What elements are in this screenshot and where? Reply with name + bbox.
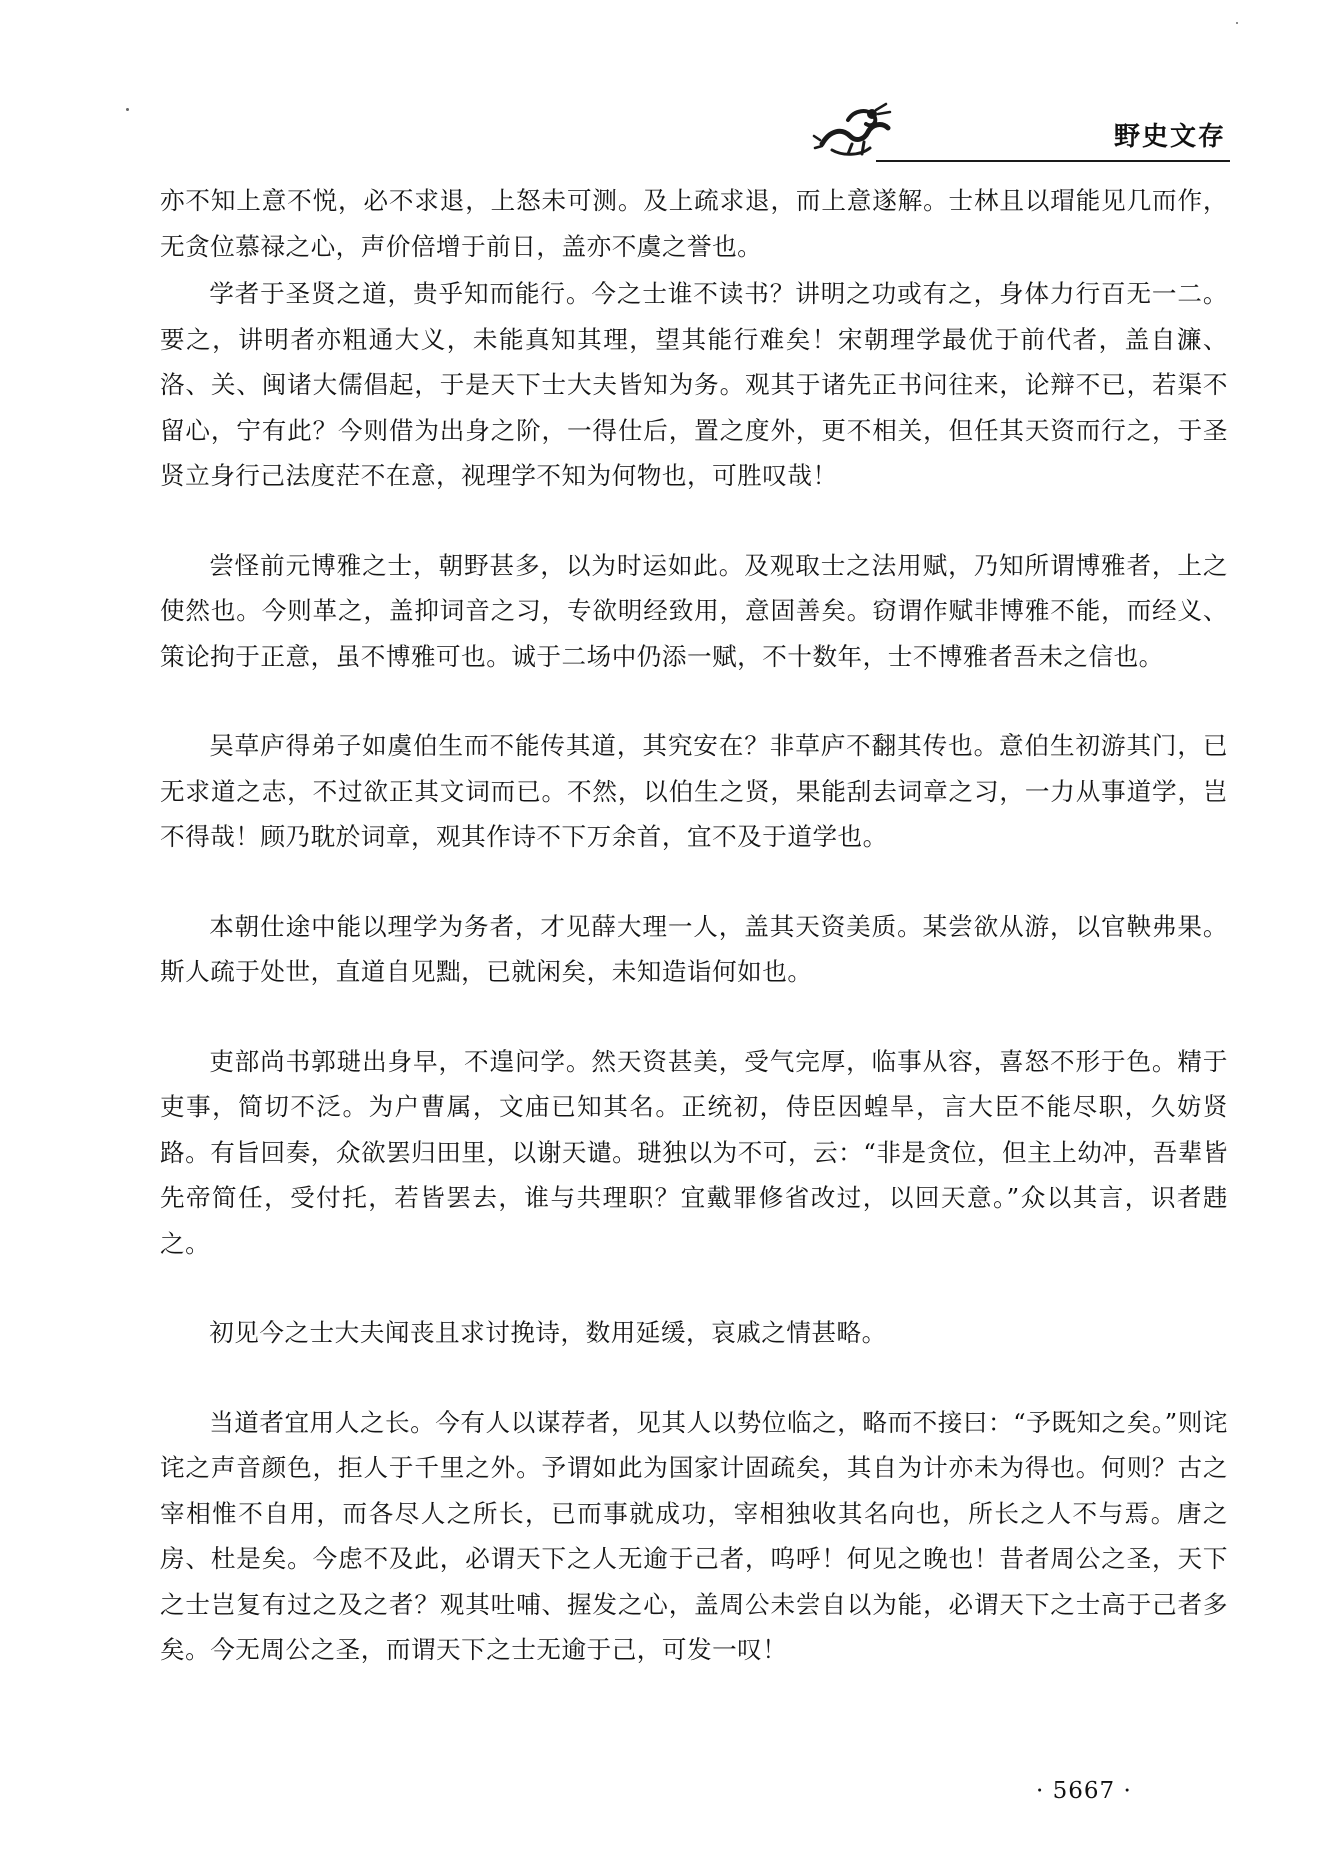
paragraph-gap [160, 1266, 1228, 1310]
header-rule [876, 160, 1230, 162]
paragraph-gap [160, 995, 1228, 1039]
page-body [160, 178, 1228, 1673]
paragraph-gap [160, 679, 1228, 723]
paragraph: 初见今之士大夫闻丧且求讨挽诗，数用延缓，哀戚之情甚略。 [209, 1318, 887, 1347]
paragraph: 亦不知上意不悦，必不求退，上怒未可测。及上疏求退，而上意遂解。士林且以瑁能见几而作，无贪位慕禄之心，声价倍增于前日，盖亦不虞之誉也。 [160, 186, 1228, 261]
scan-speck [126, 108, 129, 111]
running-header [812, 100, 1230, 162]
paragraph: 吏部尚书郭琎出身早，不遑问学。然天资甚美，受气完厚，临事从容，喜怒不形于色。精于吏事，简切不泛。为户曹属，文庙已知其名。正统初，侍臣因蝗旱，言大臣不能尽职，久妨贤路。有旨回奏，众欲罢归田里，以谢天谴。琎独以为不可，云：“非是贪位，但主上幼冲，吾辈皆先帝简任，受付托，若皆罢去，谁与共理职？宜戴罪修省改过，以回天意。”众以其言，识者韪之。 [160, 1046, 1228, 1258]
paragraph: 尝怪前元博雅之士，朝野甚多，以为时运如此。及观取士之法用赋，乃知所谓博雅者，上之使然也。今则革之，盖抑词音之习，专欲明经致用，意固善矣。窃谓作赋非博雅不能，而经义、策论拘于正意，虽不博雅可也。诚于二场中仍添一赋，不十数年，士不博雅者吾未之信也。 [160, 550, 1228, 671]
series-title: 野史文存 [1113, 122, 1226, 152]
paragraph: 本朝仕途中能以理学为务者，才见薛大理一人，盖其天资美质。某尝欲从游，以官鞅弗果。斯人疏于处世，直道自见黜，已就闲矣，未知造诣何如也。 [160, 911, 1228, 986]
paragraph-gap [160, 499, 1228, 543]
paragraph-gap [160, 860, 1228, 904]
paragraph: 吴草庐得弟子如虞伯生而不能传其道，其究安在？非草庐不翻其传也。意伯生初游其门，已无求道之志，不过欲正其文词而已。不然，以伯生之贤，果能刮去词章之习，一力从事道学，岂不得哉！顾乃耽於词章，观其作诗不下万余首，宜不及于道学也。 [160, 731, 1228, 851]
dragon-emblem-icon [812, 100, 898, 162]
paragraph-gap [160, 1356, 1228, 1400]
page-number: · 5667 · [1036, 1778, 1132, 1804]
paragraph: 当道者宜用人之长。今有人以谋荐者，见其人以势位临之，略而不接曰：“予既知之矣。”则诧诧之声音颜色，拒人于千里之外。予谓如此为国家计固疏矣，其自为计亦未为得也。何则？古之宰相惟不自用，而各尽人之所长，已而事就成功，宰相独收其名向也，所长之人不与焉。唐之房、杜是矣。今虑不及此，必谓天下之人无逾于己者，呜呼！何见之晚也！昔者周公之圣，天下之士岂复有过之及之者？观其吐哺、握发之心，盖周公未尝自以为能，必谓天下之士高于己者多矣。今无周公之圣，而谓天下之士无逾于己，可发一叹！ [160, 1407, 1228, 1664]
paragraph: 学者于圣贤之道，贵乎知而能行。今之士谁不读书？讲明之功或有之，身体力行百无一二。要之，讲明者亦粗通大义，未能真知其理，望其能行难矣！宋朝理学最优于前代者，盖自濂、洛、关、闽诸大儒倡起，于是天下士大夫皆知为务。观其于诸先正书问往来，论辩不已，若渠不留心，宁有此？今则借为出身之阶，一得仕后，置之度外，更不相关，但任其天资而行之，于圣贤立身行己法度茫不在意，视理学不知为何物也，可胜叹哉！ [160, 279, 1228, 490]
scan-speck [1236, 22, 1238, 24]
